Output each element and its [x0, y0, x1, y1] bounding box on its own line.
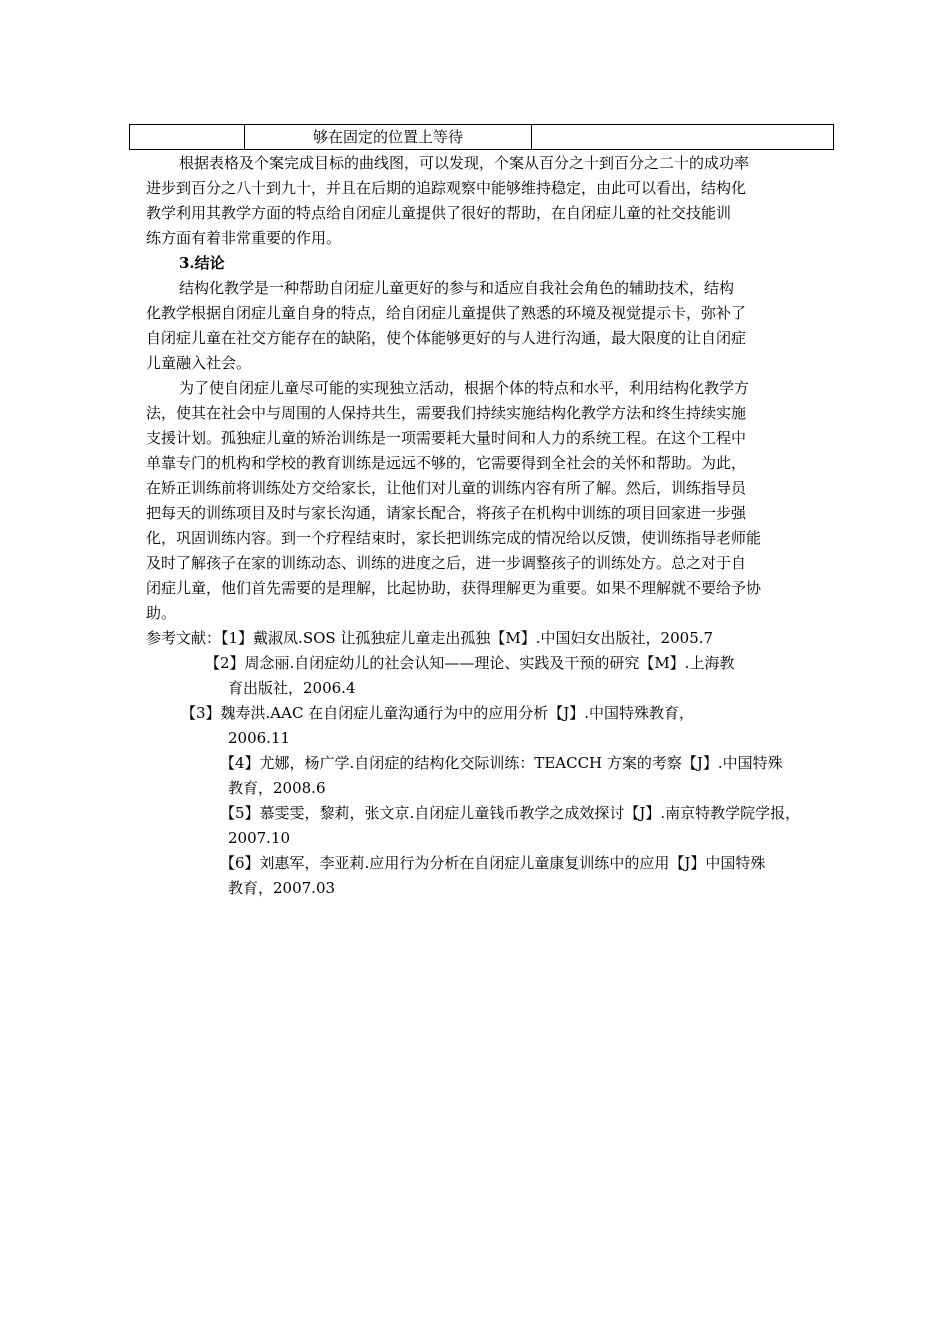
table-row	[130, 125, 834, 150]
paragraph-line: 在矫正训练前将训练处方交给家长，让他们对儿童的训练内容有所了解。然后，训练指导员	[146, 479, 747, 497]
paragraph-line: 法，使其在社会中与周围的人保持共生，需要我们持续实施结构化教学方法和终生持续实施	[146, 404, 747, 422]
paragraph-line: 化，巩固训练内容。到一个疗程结束时，家长把训练完成的情况给以反馈，使训练指导老师能	[146, 529, 762, 547]
reference-line: 【5】慕雯雯，黎莉，张文京.自闭症儿童钱币教学之成效探讨【J】.南京特教学院学报，	[220, 804, 801, 822]
paragraph-line: 练方面有着非常重要的作用。	[146, 229, 342, 247]
reference-line: 参考文献：【1】戴淑凤.SOS 让孤独症儿童走出孤独【M】.中国妇女出版社，2005.7	[146, 629, 714, 647]
reference-line: 【6】刘惠军，李亚莉.应用行为分析在自闭症儿童康复训练中的应用【J】中国特殊	[220, 854, 766, 872]
table-cell	[130, 125, 245, 150]
paragraph-line: 进步到百分之八十到九十，并且在后期的追踪观察中能够维持稳定，由此可以看出，结构化	[146, 179, 747, 197]
paragraph-line: 结构化教学是一种帮助自闭症儿童更好的参与和适应自我社会角色的辅助技术，结构	[179, 279, 735, 297]
paragraph-line: 自闭症儿童在社交方能存在的缺陷，使个体能够更好的与人进行沟通，最大限度的让自闭症	[146, 329, 747, 347]
paragraph-line: 支援计划。孤独症儿童的矫治训练是一项需要耗大量时间和人力的系统工程。在这个工程中	[146, 429, 747, 447]
paragraph-line: 单靠专门的机构和学校的教育训练是远远不够的，它需要得到全社会的关怀和帮助。为此，	[146, 454, 747, 472]
table-cell: 够在固定的位置上等待	[245, 125, 532, 150]
reference-line: 教育，2007.03	[228, 879, 336, 897]
reference-line: 【3】魏寿洪.AAC 在自闭症儿童沟通行为中的应用分析【J】.中国特殊教育，	[181, 704, 695, 722]
continued-table	[129, 124, 834, 150]
reference-line: 育出版社，2006.4	[228, 679, 356, 697]
reference-line: 2006.11	[228, 729, 291, 747]
table-cell	[532, 125, 834, 150]
reference-line: 2007.10	[228, 829, 291, 847]
reference-line: 【2】周念丽.自闭症幼儿的社会认知——理论、实践及干预的研究【M】.上海教	[205, 654, 735, 672]
paragraph-line: 把每天的训练项目及时与家长沟通，请家长配合，将孩子在机构中训练的项目回家进一步强	[146, 504, 747, 522]
paragraph-line: 及时了解孩子在家的训练动态、训练的进度之后，进一步调整孩子的训练处方。总之对于自	[146, 554, 747, 572]
paragraph-line: 闭症儿童，他们首先需要的是理解，比起协助，获得理解更为重要。如果不理解就不要给予协	[146, 579, 762, 597]
section-heading: 3.结论	[179, 254, 225, 272]
paragraph-line: 根据表格及个案完成目标的曲线图，可以发现，个案从百分之十到百分之二十的成功率	[179, 154, 750, 172]
paragraph-line: 为了使自闭症儿童尽可能的实现独立活动，根据个体的特点和水平，利用结构化教学方	[179, 379, 750, 397]
paragraph-line: 助。	[146, 604, 177, 622]
reference-line: 【4】尤娜，杨广学.自闭症的结构化交际训练：TEACCH 方案的考察【J】.中国特殊	[220, 754, 783, 772]
reference-line: 教育，2008.6	[228, 779, 326, 797]
paragraph-line: 化教学根据自闭症儿童自身的特点，给自闭症儿童提供了熟悉的环境及视觉提示卡，弥补了	[146, 304, 747, 322]
paragraph-line: 儿童融入社会。	[146, 354, 252, 372]
paragraph-line: 教学利用其教学方面的特点给自闭症儿童提供了很好的帮助，在自闭症儿童的社交技能训	[146, 204, 732, 222]
